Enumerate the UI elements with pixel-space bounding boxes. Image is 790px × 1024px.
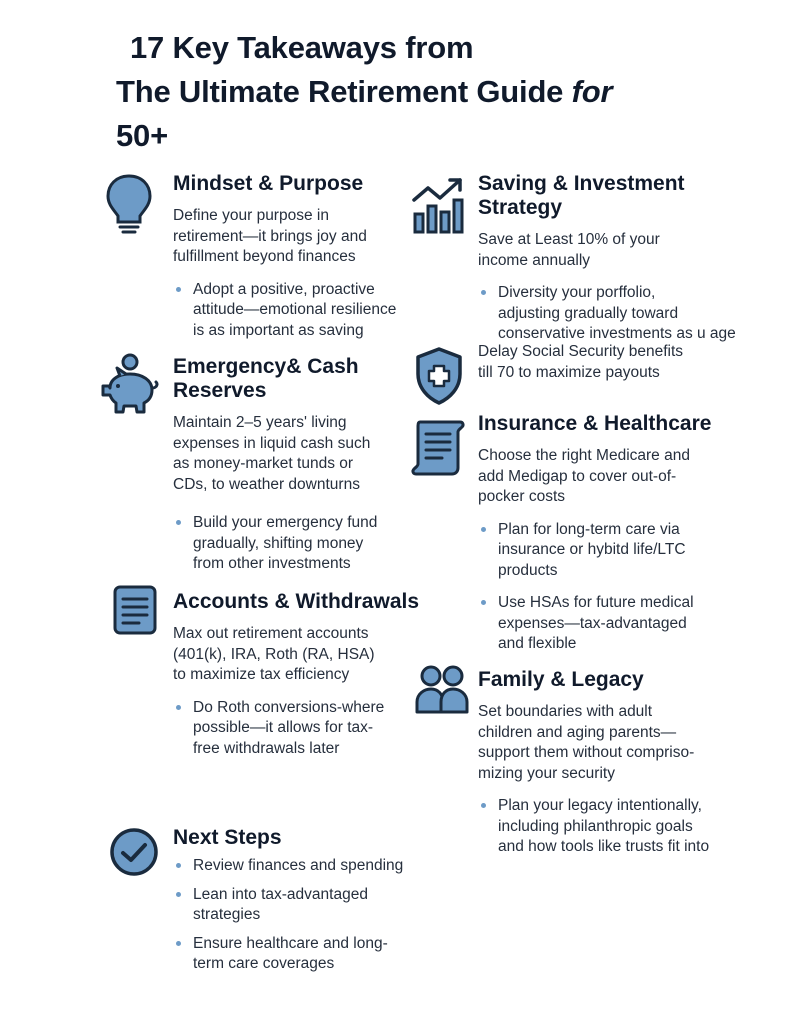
mindset-intro-line: retirement—it brings joy and — [173, 227, 367, 245]
list-item-line: insurance or hybitd life/LTC — [498, 541, 686, 558]
piggy-bank-icon — [96, 352, 160, 422]
emergency-heading-line: Emergency& Cash — [173, 355, 359, 378]
accounts-intro-line: (401(k), IRA, Roth (RA, HSA) — [173, 645, 375, 663]
list-item — [173, 280, 413, 342]
people-icon — [414, 664, 470, 716]
accounts-heading: Accounts & Withdrawals — [173, 590, 420, 613]
section-family — [478, 668, 748, 858]
document-icon — [112, 584, 158, 636]
list-item — [478, 283, 748, 345]
saving-heading-line: Strategy — [478, 196, 563, 219]
insurance-intro-line: add Medigap to cover out-of- — [478, 467, 677, 485]
family-intro-line: children and aging parents— — [478, 723, 677, 741]
list-item-line: Lean into tax-advantaged — [193, 885, 368, 903]
next-steps-bullets — [173, 856, 413, 975]
list-item-line: conservative investments as u age — [498, 325, 736, 342]
list-item-line: Plan for long-term care via — [498, 520, 680, 538]
saving-bullets — [478, 283, 748, 345]
list-item-line: Build your emergency fund — [193, 514, 378, 531]
list-item-line: Plan your legacy intentionally, — [498, 797, 702, 814]
section-accounts — [173, 590, 423, 759]
list-item — [173, 698, 423, 760]
emergency-intro-line: Maintain 2–5 years' living — [173, 414, 347, 431]
title-line-2-italic: for — [571, 74, 613, 109]
list-item-line: term care coverages — [193, 955, 335, 972]
emergency-heading — [173, 355, 413, 403]
list-item-line: adjusting gradually toward — [498, 304, 679, 322]
list-item — [173, 856, 413, 877]
next-steps-heading: Next Steps — [173, 826, 282, 849]
mindset-intro-line: Define your purpose in — [173, 207, 329, 224]
list-item-line: strategies — [193, 906, 261, 923]
list-item-line: possible—it allows for tax- — [193, 719, 374, 736]
check-circle-icon — [108, 826, 160, 878]
list-item-line: is as important as saving — [193, 321, 364, 339]
mindset-bullets — [173, 280, 413, 342]
list-item — [173, 885, 413, 926]
bar-chart-trend-icon — [410, 176, 468, 236]
accounts-bullets — [173, 698, 423, 760]
section-next-steps — [173, 826, 413, 975]
scroll-document-icon — [410, 418, 466, 478]
section-social-security — [478, 342, 748, 383]
social-security-text — [478, 342, 748, 383]
saving-intro-line: income annually — [478, 251, 591, 269]
emergency-intro-line: CDs, to weather downturns — [173, 475, 360, 493]
mindset-heading: Mindset & Purpose — [173, 172, 364, 195]
saving-intro-line: Save at Least 10% of your — [478, 231, 660, 248]
list-item-line: Review finances and spending — [193, 857, 404, 874]
family-bullets — [478, 796, 748, 858]
section-insurance — [478, 412, 748, 655]
list-item-line: Diversity your porffolio, — [498, 284, 656, 301]
insurance-intro-line: pocker costs — [478, 488, 566, 505]
section-saving — [478, 172, 748, 345]
family-heading: Family & Legacy — [478, 668, 644, 691]
list-item-line: Ensure healthcare and long- — [193, 934, 388, 952]
list-item — [173, 934, 413, 975]
list-item-line: and how tools like trusts fit into — [498, 838, 710, 855]
section-emergency — [173, 355, 413, 575]
family-intro — [478, 702, 748, 784]
emergency-heading-line: Reserves — [173, 379, 267, 402]
title-line-1: 17 Key Takeaways from — [130, 30, 474, 65]
section-mindset — [173, 172, 413, 341]
list-item-line: Use HSAs for future medical — [498, 594, 694, 611]
list-item-line: products — [498, 561, 558, 579]
list-item-line: expenses—tax-advantaged — [498, 614, 687, 632]
insurance-bullets — [478, 520, 748, 655]
list-item-line: including philanthropic goals — [498, 817, 693, 835]
title-line-3: 50+ — [116, 118, 168, 153]
list-item-line: free withdrawals later — [193, 739, 340, 757]
family-intro-line: support them without compriso- — [478, 744, 695, 761]
saving-heading — [478, 172, 748, 220]
social-security-line: Delay Social Security benefits — [478, 343, 684, 360]
list-item-line: gradually, shifting money — [193, 534, 364, 552]
family-intro-line: mizing your security — [478, 764, 615, 782]
mindset-intro-line: fulfillment beyond finances — [173, 248, 356, 265]
list-item-line: attitude—emotional resilience — [193, 301, 397, 318]
list-item — [478, 520, 748, 582]
emergency-intro-line: expenses in liquid cash such — [173, 434, 371, 452]
list-item — [478, 593, 748, 655]
saving-intro — [478, 230, 748, 271]
page-title — [116, 26, 756, 158]
list-item — [173, 513, 413, 575]
mindset-intro — [173, 206, 413, 268]
list-item-line: Do Roth conversions-where — [193, 698, 385, 716]
accounts-intro-line: to maximize tax efficiency — [173, 666, 350, 683]
emergency-intro — [173, 413, 413, 495]
emergency-bullets — [173, 513, 413, 575]
list-item-line: Adopt a positive, proactive — [193, 280, 375, 298]
list-item-line: from other investments — [193, 555, 351, 572]
list-item-line: and flexible — [498, 635, 577, 652]
accounts-intro-line: Max out retirement accounts — [173, 625, 369, 642]
insurance-intro-line: Choose the right Medicare and — [478, 447, 690, 464]
accounts-intro — [173, 624, 423, 686]
saving-heading-line: Saving & Investment — [478, 172, 685, 195]
insurance-intro — [478, 446, 748, 508]
family-intro-line: Set boundaries with adult — [478, 703, 653, 720]
shield-plus-icon — [414, 346, 464, 406]
title-line-2 — [116, 70, 756, 114]
insurance-heading: Insurance & Healthcare — [478, 412, 712, 435]
title-line-2-main: The Ultimate Retirement Guide — [116, 74, 572, 109]
list-item — [478, 796, 748, 858]
social-security-line: till 70 to maximize payouts — [478, 363, 660, 381]
lightbulb-icon — [104, 172, 154, 236]
emergency-intro-line: as money-market tunds or — [173, 455, 354, 472]
